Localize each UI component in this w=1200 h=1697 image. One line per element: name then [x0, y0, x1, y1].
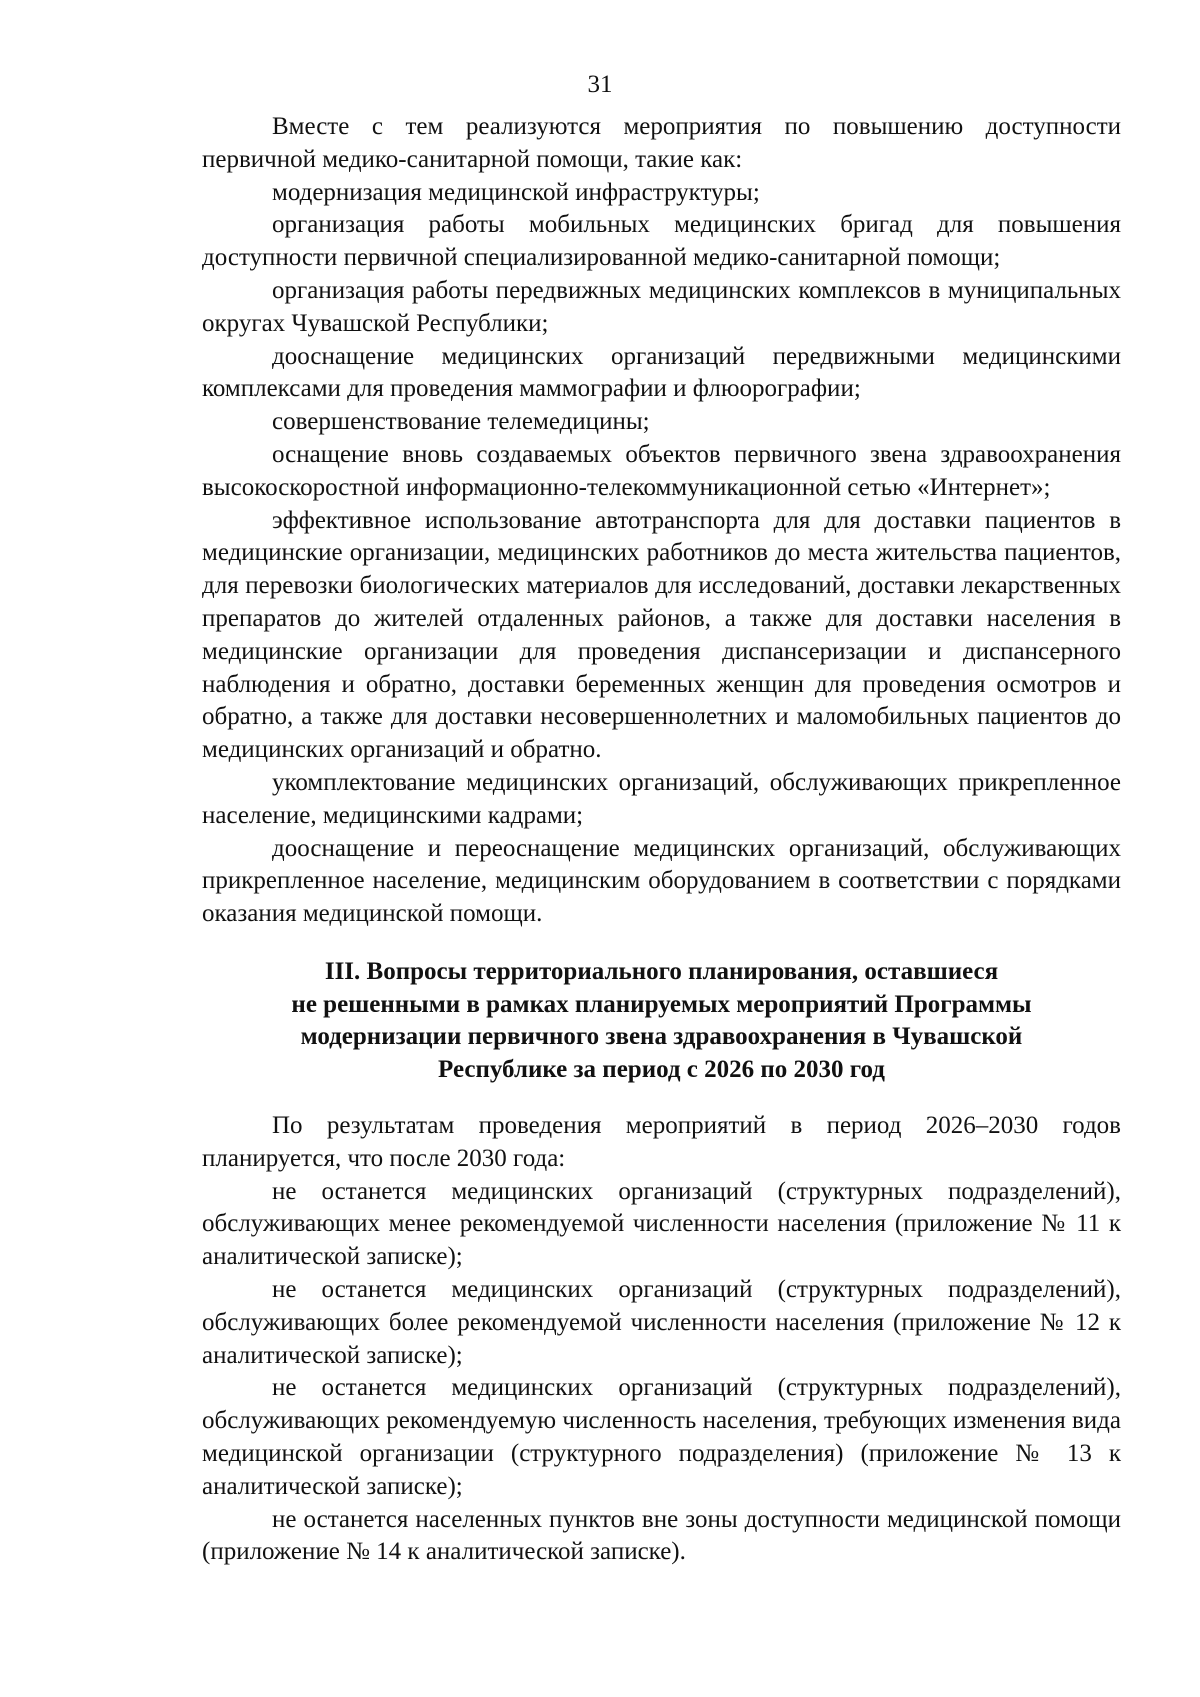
list-item-mammography: дооснащение медицинских организаций передвижными медицинскими комплексами для проведения маммографии и флюорографии; [202, 342, 1121, 403]
list-item-type-change: не останется медицинских организаций (структурных подразделений), обслуживающих рекомендуемую численность населения, требующих изменения вида медицинской организации (структурного подразделения) (приложение № 13 к аналитической записке); [202, 1374, 1121, 1500]
list-item-accessibility-zone: не останется населенных пунктов вне зоны доступности медицинской помощи (приложение № 14 к аналитической записке). [202, 1505, 1121, 1566]
list-item-mobile-brigades: организация работы мобильных медицинских бригад для повышения доступности первичной специализированной медико-санитарной помощи; [202, 211, 1121, 272]
list-item-telemedicine: совершенствование телемедицины; [272, 408, 650, 436]
page-number: 31 [587, 71, 613, 98]
list-item-transport: эффективное использование автотранспорта для для доставки пациентов в медицинские организации, медицинских работников до места жительства пациентов, для перевозки биологических материалов для исследований, доставки лекарственных препаратов до жителей отдаленных районов, а также для доставки населения в медицинские организации для проведения диспансеризации и диспансерного наблюдения и обратно, доставки беременных женщин для проведения осмотров и обратно, а также для доставки несовершеннолетних и маломобильных пациентов до медицинских организаций и обратно. [202, 506, 1121, 764]
section-results [202, 1110, 1121, 1569]
section-heading [202, 956, 1121, 1086]
list-item-less-population: не останется медицинских организаций (структурных подразделений), обслуживающих менее рекомендуемой численности населения (приложение № 11 к аналитической записке); [202, 1177, 1121, 1271]
list-item-mobile-complexes: организация работы передвижных медицинских комплексов в муниципальных округах Чувашской Республики; [202, 276, 1121, 337]
list-item-staffing: укомплектование медицинских организаций, обслуживающих прикрепленное население, медицинскими кадрами; [202, 768, 1121, 829]
heading-line: Республике за период с 2026 по 2030 год [438, 1055, 885, 1083]
list-item-equipment: дооснащение и переоснащение медицинских организаций, обслуживающих прикрепленное население, медицинским оборудованием в соответствии с порядками оказания медицинской помощи. [202, 834, 1121, 928]
heading-line: не решенными в рамках планируемых мероприятий Программы [291, 990, 1032, 1018]
heading-line: модернизации первичного звена здравоохранения в Чувашской [300, 1023, 1023, 1050]
paragraph-results-intro: По результатам проведения мероприятий в период 2026–2030 годов планируется, что после 2030 года: [202, 1112, 1121, 1172]
list-item-infrastructure: модернизация медицинской инфраструктуры; [272, 178, 760, 206]
list-item-more-population: не останется медицинских организаций (структурных подразделений), обслуживающих более рекомендуемой численности населения (приложение № 12 к аналитической записке); [202, 1275, 1121, 1369]
heading-line: III. Вопросы территориального планирования, оставшиеся [324, 958, 999, 985]
paragraph-intro: Вместе с тем реализуются мероприятия по повышению доступности первичной медико-санитарной помощи, такие как: [202, 113, 1121, 173]
list-item-internet: оснащение вновь создаваемых объектов первичного звена здравоохранения высокоскоростной информационно-телекоммуникационной сетью «Интернет»; [202, 440, 1121, 501]
section-measures [202, 111, 1121, 931]
